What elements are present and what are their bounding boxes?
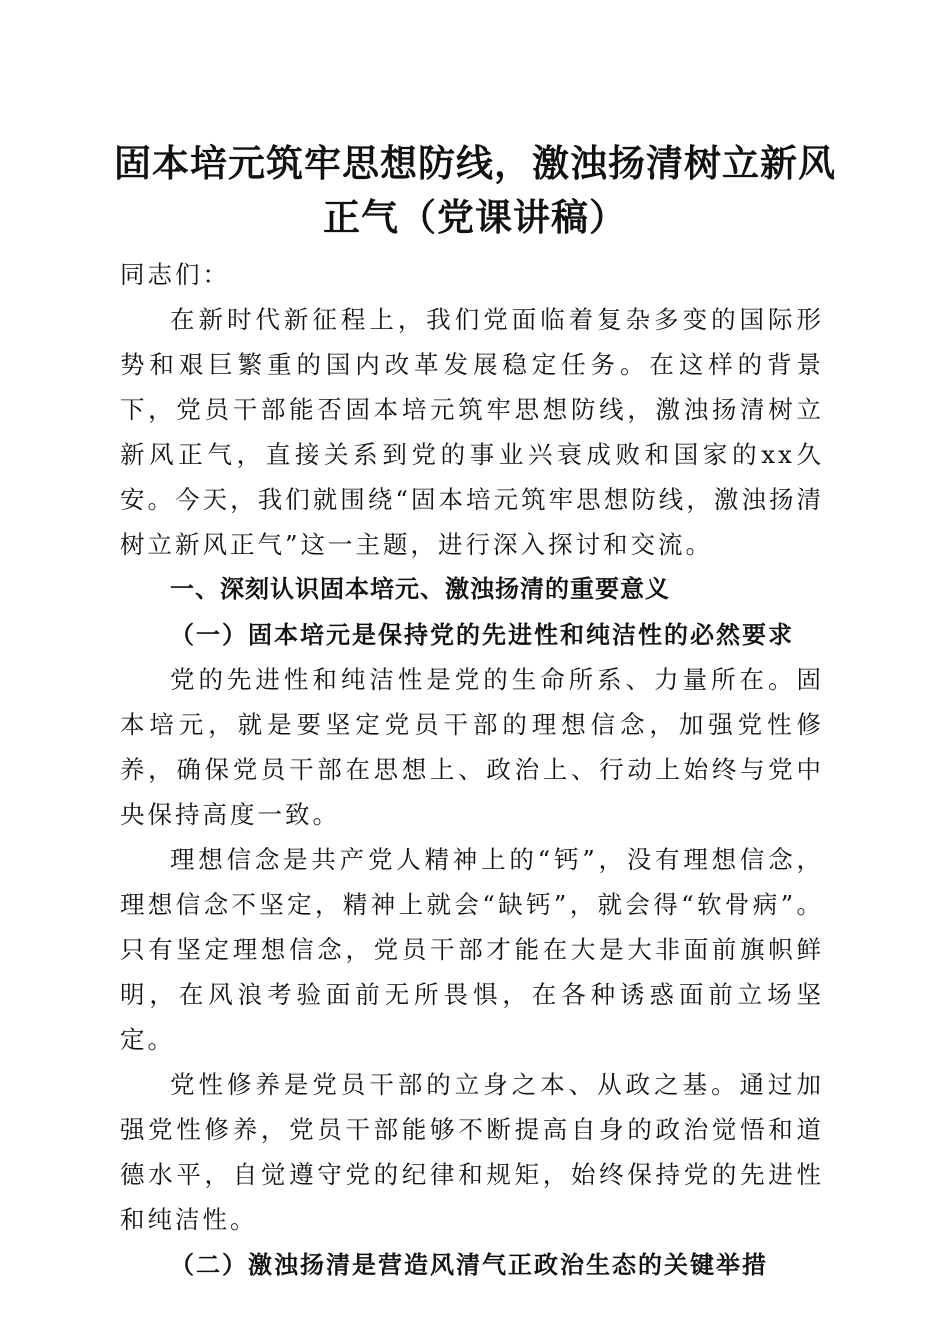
- subsection-1-paragraph-3: 党性修养是党员干部的立身之本、从政之基。通过加强党性修养，党员干部能够不断提高自身的政治觉悟和道德水平，自觉遵守党的纪律和规矩，始终保持党的先进性和纯洁性。: [120, 1070, 824, 1234]
- greeting: 同志们：: [120, 260, 230, 289]
- document-body: [120, 252, 824, 1287]
- subsection-1-paragraph-1: 党的先进性和纯洁性是党的生命所系、力量所在。固本培元，就是要坚定党员干部的理想信念，加强党性修养，确保党员干部在思想上、政治上、行动上始终与党中央保持高度一致。: [120, 665, 824, 829]
- intro-paragraph: 在新时代新征程上，我们党面临着复杂多变的国际形势和艰巨繁重的国内改革发展稳定任务。在这样的背景下，党员干部能否固本培元筑牢思想防线，激浊扬清树立新风正气，直接关系到党的事业兴衰成败和国家的xx久安。今天，我们就围绕“固本培元筑牢思想防线，激浊扬清树立新风正气”这一主题，进行深入探讨和交流。: [120, 305, 824, 559]
- subsection-1-heading: （一）固本培元是保持党的先进性和纯洁性的必然要求: [170, 620, 794, 649]
- subsection-1-paragraph-2: 理想信念是共产党人精神上的“钙”，没有理想信念，理想信念不坚定，精神上就会“缺钙”，就会得“软骨病”。只有坚定理想信念，党员干部才能在大是大非面前旗帜鲜明，在风浪考验面前无所畏惧，在各种诱惑面前立场坚定。: [120, 845, 824, 1054]
- section-1-heading: 一、深刻认识固本培元、激浊扬清的重要意义: [170, 575, 670, 603]
- subsection-2-heading: （二）激浊扬清是营造风清气正政治生态的关键举措: [170, 1250, 768, 1279]
- document-title: 固本培元筑牢思想防线，激浊扬清树立新风正气（党课讲稿）: [114, 141, 836, 239]
